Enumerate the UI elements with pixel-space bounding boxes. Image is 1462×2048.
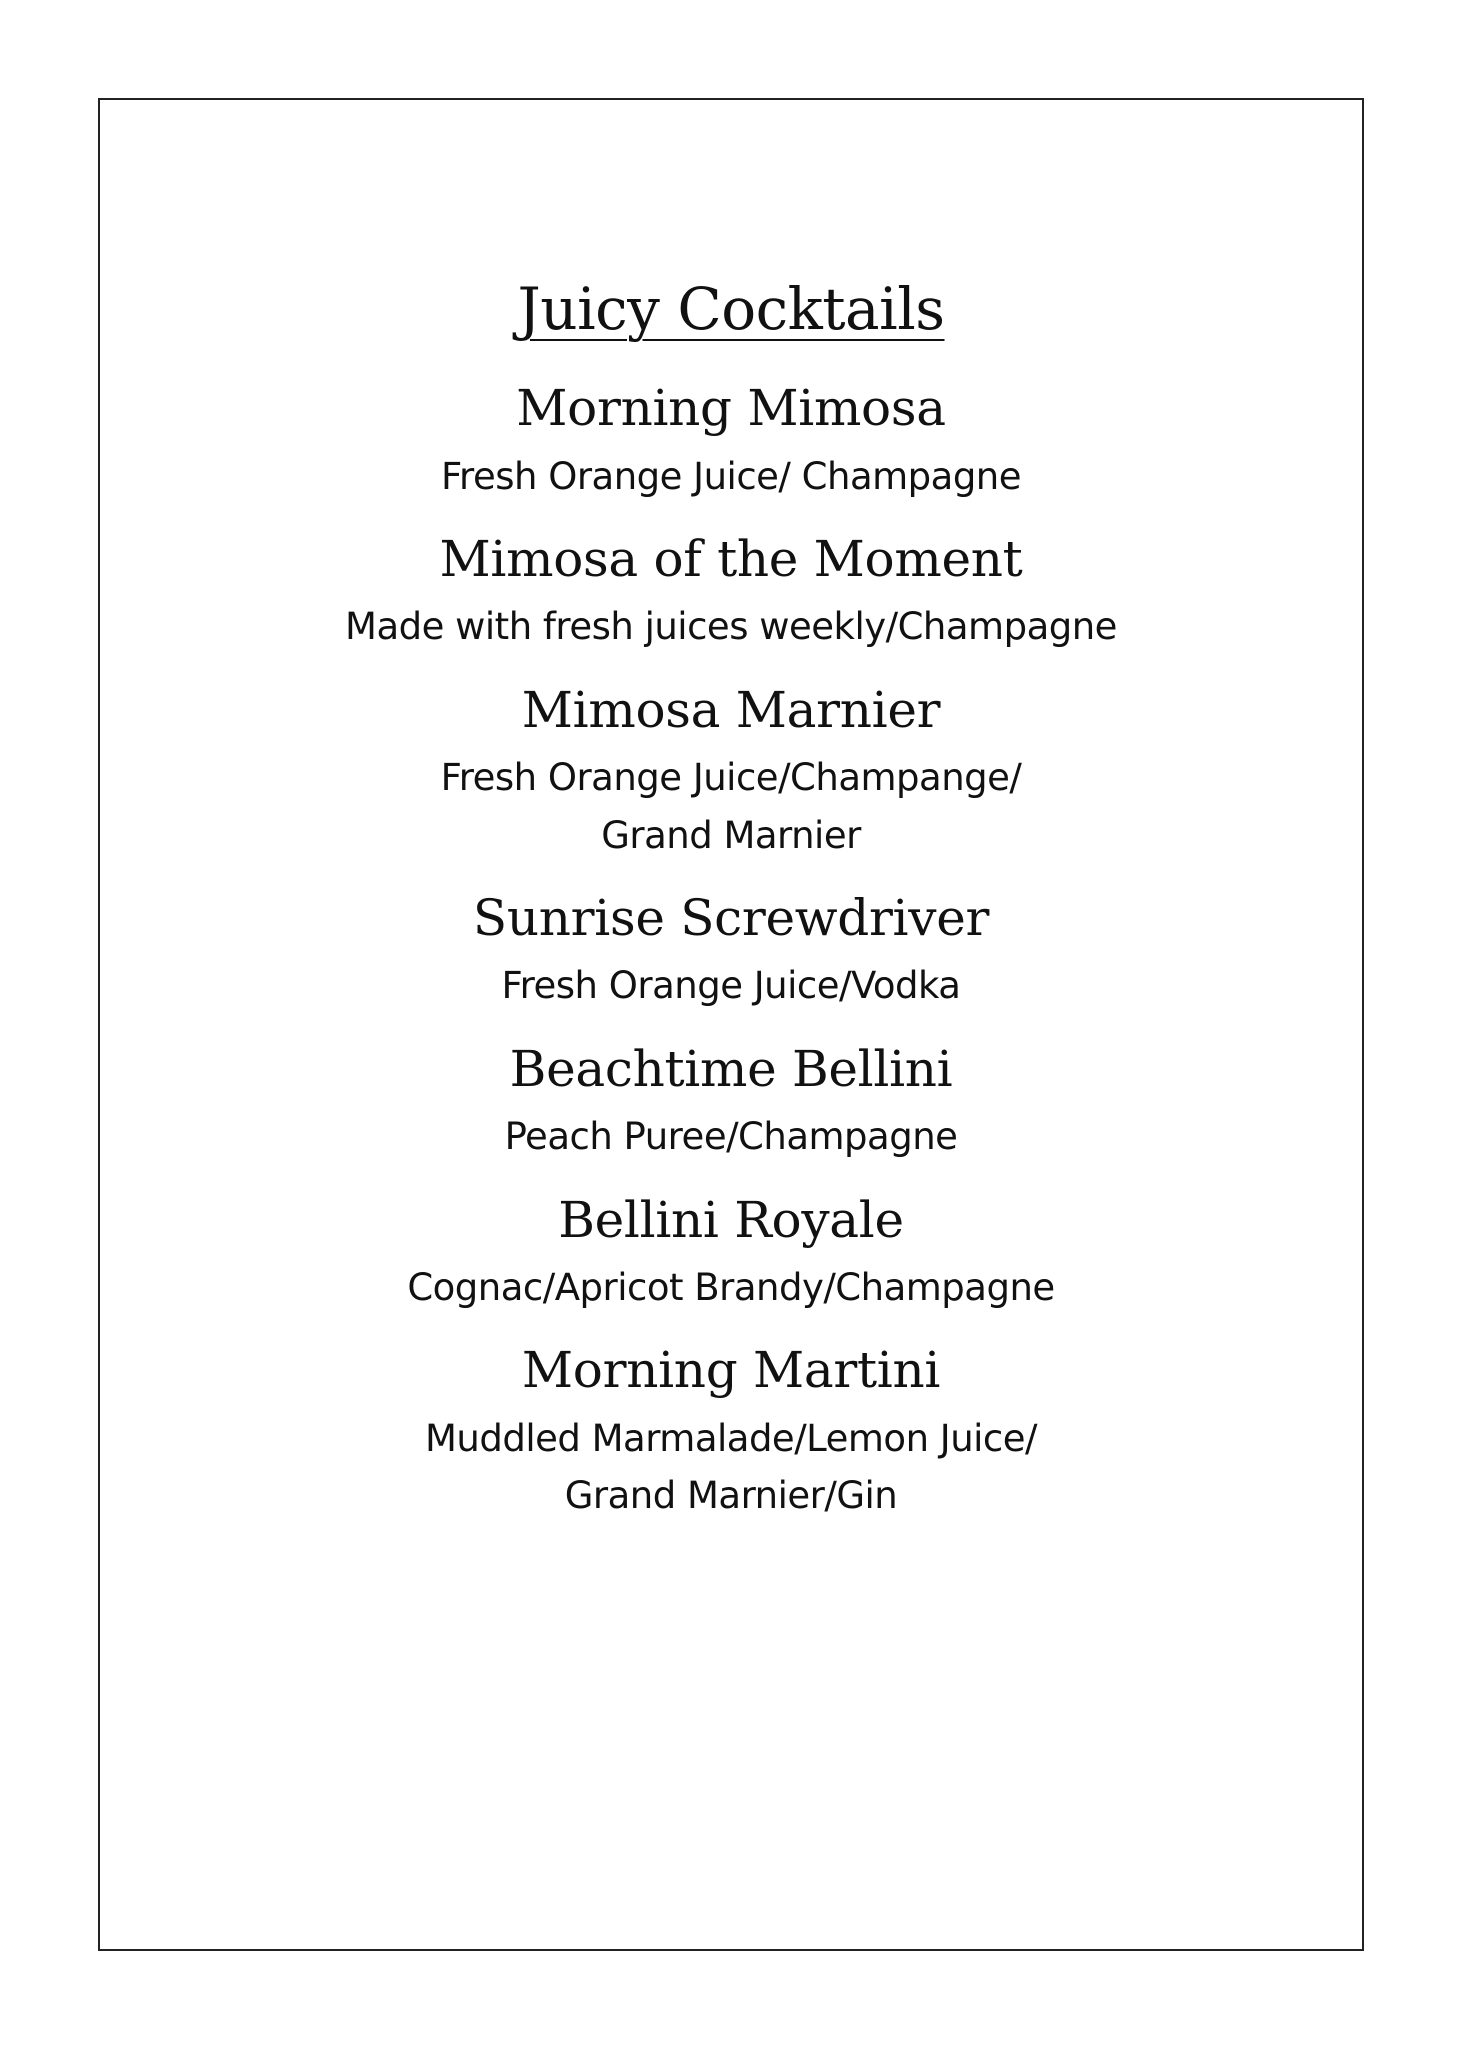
item-name: Beachtime Bellini bbox=[509, 1039, 953, 1098]
item-description bbox=[98, 598, 1364, 655]
item-description-line: Peach Puree/Champagne bbox=[504, 1115, 958, 1159]
item-name: Morning Martini bbox=[521, 1341, 941, 1400]
menu-item-beachtime-bellini bbox=[98, 1041, 1364, 1166]
menu-item-sunrise-screwdriver bbox=[98, 890, 1364, 1015]
item-description bbox=[98, 749, 1364, 864]
item-description bbox=[98, 957, 1364, 1014]
item-name: Bellini Royale bbox=[558, 1190, 904, 1249]
item-description-line: Muddled Marmalade/Lemon Juice/ bbox=[424, 1416, 1037, 1460]
item-name: Mimosa of the Moment bbox=[439, 529, 1023, 588]
item-description bbox=[98, 1259, 1364, 1316]
item-name: Mimosa Marnier bbox=[521, 680, 941, 739]
item-description-line: Fresh Orange Juice/Champange/ bbox=[440, 756, 1022, 800]
menu-item-morning-mimosa bbox=[98, 380, 1364, 505]
item-description-line: Fresh Orange Juice/Vodka bbox=[501, 964, 961, 1008]
item-name: Morning Mimosa bbox=[516, 379, 946, 437]
item-description bbox=[98, 1108, 1364, 1165]
menu-item-morning-martini bbox=[98, 1342, 1364, 1524]
item-description-line: Made with fresh juices weekly/Champagne bbox=[345, 605, 1117, 649]
item-name: Sunrise Screwdriver bbox=[472, 888, 990, 947]
item-description-line: Fresh Orange Juice/ Champagne bbox=[440, 454, 1022, 498]
menu-item-mimosa-marnier bbox=[98, 682, 1364, 864]
item-description-line: Cognac/Apricot Brandy/Champagne bbox=[407, 1266, 1055, 1310]
item-description bbox=[98, 1410, 1364, 1525]
menu-title: Juicy Cocktails bbox=[517, 275, 945, 343]
item-description bbox=[98, 448, 1364, 505]
menu-item-mimosa-of-the-moment bbox=[98, 531, 1364, 656]
menu-item-bellini-royale bbox=[98, 1192, 1364, 1317]
item-description-line: Grand Marnier/Gin bbox=[564, 1474, 898, 1518]
menu-content bbox=[98, 275, 1364, 1551]
item-description-line: Grand Marnier bbox=[601, 813, 861, 857]
